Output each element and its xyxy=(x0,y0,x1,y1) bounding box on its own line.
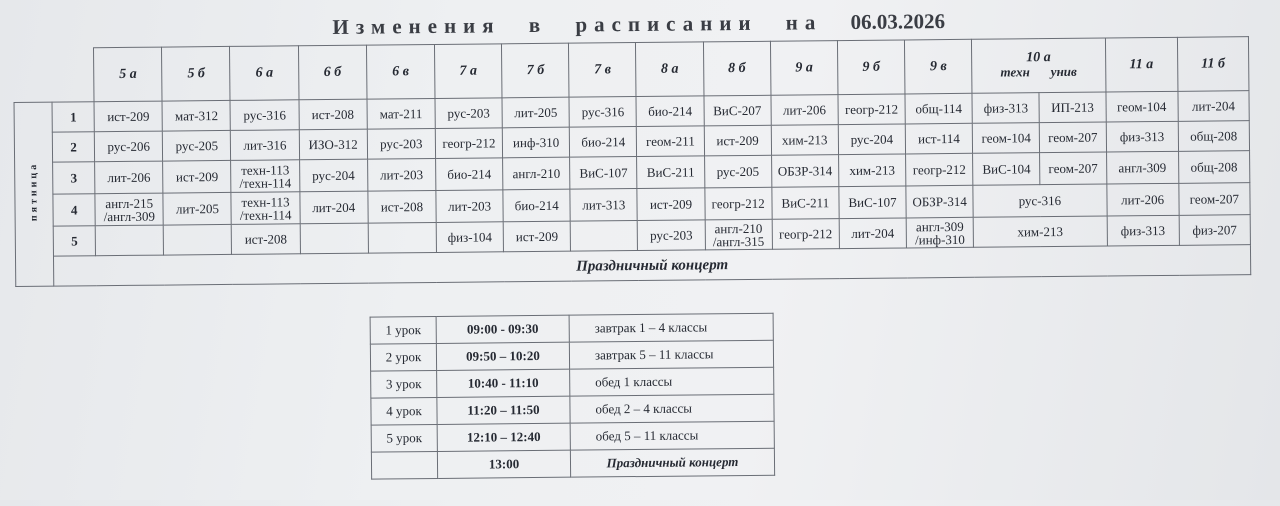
lesson-cell: ист-209 xyxy=(503,221,570,252)
lesson-cell: ОБЗР-314 xyxy=(771,155,838,188)
lesson-cell: ист-209 xyxy=(163,160,231,193)
lesson-cell: геогр-212 xyxy=(772,219,839,250)
lesson-cell: рус-205 xyxy=(704,155,771,188)
lesson-cell: рус-316 xyxy=(973,184,1107,217)
lesson-cell-split: техн-113 /техн-114 xyxy=(231,192,299,225)
lesson-cell: ист-209 xyxy=(704,125,771,156)
title-word: в xyxy=(528,12,548,38)
class-header: 11 а xyxy=(1105,37,1178,92)
lesson-cell: геогр-212 xyxy=(906,153,973,186)
lesson-cell: био-214 xyxy=(636,96,703,127)
lesson-cell: ОБЗР-314 xyxy=(906,185,973,218)
lesson-cell: рус-205 xyxy=(163,130,231,161)
bell-meal: обед 1 классы xyxy=(570,367,774,396)
lesson-cell xyxy=(368,222,436,253)
day-cell xyxy=(14,102,54,286)
lesson-cell: рус-316 xyxy=(569,97,636,128)
bell-lesson: 2 урок xyxy=(370,343,436,371)
schedule-table xyxy=(13,36,1251,287)
lesson-cell: био-214 xyxy=(570,127,637,158)
bell-meal: завтрак 5 – 11 классы xyxy=(569,340,773,369)
lesson-cell: лит-205 xyxy=(502,97,569,128)
lesson-cell: геогр-212 xyxy=(704,187,771,220)
class-header: 7 б xyxy=(502,43,570,98)
lesson-cell-split: англ-210 /англ-315 xyxy=(705,219,772,250)
day-label: пятница xyxy=(27,162,40,222)
class-header: 6 б xyxy=(298,45,367,100)
lesson-cell: ВиС-107 xyxy=(839,186,906,219)
header-corner xyxy=(13,48,94,103)
lesson-cell: ист-208 xyxy=(299,99,367,130)
bell-row xyxy=(370,340,773,371)
lesson-cell: лит-316 xyxy=(231,130,299,161)
lesson-cell: хим-213 xyxy=(973,216,1107,247)
bell-concert-time: 13:00 xyxy=(437,450,570,478)
lesson-cell: лит-206 xyxy=(771,95,838,126)
bell-time: 09:50 – 10:20 xyxy=(436,342,569,370)
concert-label: Праздничный концерт xyxy=(54,245,1251,286)
class-header: 7 в xyxy=(569,43,637,98)
lesson-cell: лит-206 xyxy=(1106,183,1178,216)
lesson-number: 2 xyxy=(52,132,94,162)
lesson-cell: рус-203 xyxy=(435,98,502,129)
title-date: 06.03.2026 xyxy=(850,9,946,34)
lesson-number: 4 xyxy=(53,194,95,226)
class-header: 9 а xyxy=(770,41,838,96)
bell-concert-label: Праздничный концерт xyxy=(570,448,774,477)
lesson-cell: лит-204 xyxy=(300,191,368,224)
lesson-cell: лит-204 xyxy=(839,218,906,249)
class-header-10a-name: 10 а xyxy=(1026,50,1051,66)
lesson-cell: инф-310 xyxy=(502,127,569,158)
lesson-cell: ВиС-207 xyxy=(704,95,771,126)
lesson-cell: общ-208 xyxy=(1178,121,1250,152)
bell-row xyxy=(370,313,773,344)
lesson-cell: ВиС-104 xyxy=(973,153,1040,186)
lesson-cell: рус-204 xyxy=(838,124,905,155)
lesson-cell: физ-207 xyxy=(1179,215,1251,246)
lesson-number: 3 xyxy=(53,162,95,194)
bell-row xyxy=(371,394,774,425)
lesson-cell: ВиС-211 xyxy=(772,187,839,220)
schedule-body xyxy=(13,37,1250,287)
bell-empty xyxy=(371,451,437,479)
bell-schedule-body xyxy=(370,313,775,479)
lesson-cell: мат-211 xyxy=(367,98,435,129)
lesson-cell xyxy=(570,221,637,252)
title-word: Изменения xyxy=(332,13,501,39)
bell-row xyxy=(371,367,774,398)
class-header-10a xyxy=(972,38,1106,93)
lesson-cell: ист-209 xyxy=(94,101,162,132)
lesson-cell-split: англ-309 /инф-310 xyxy=(906,217,973,248)
lesson-cell: англ-309 xyxy=(1106,151,1178,184)
bell-schedule-table xyxy=(370,313,776,480)
lesson-cell: геом-207 xyxy=(1040,122,1106,153)
title-word: на xyxy=(785,10,823,35)
bell-lesson: 4 урок xyxy=(371,397,437,425)
bell-time: 10:40 - 11:10 xyxy=(437,369,570,397)
class-header-10a-sub2: унив xyxy=(1050,63,1077,80)
bell-concert-row xyxy=(371,448,774,479)
lesson-cell: англ-210 xyxy=(503,157,570,190)
lesson-cell: рус-204 xyxy=(299,159,367,192)
lesson-number: 1 xyxy=(52,102,94,132)
lesson-cell: ист-114 xyxy=(905,123,972,154)
lesson-cell: хим-213 xyxy=(838,154,905,187)
lesson-number: 5 xyxy=(53,226,95,256)
lesson-cell: общ-208 xyxy=(1178,151,1250,184)
title-word: расписании xyxy=(575,10,758,37)
bell-row xyxy=(371,421,774,452)
lesson-cell: лит-203 xyxy=(367,158,435,191)
lesson-cell xyxy=(300,223,368,254)
lesson-cell: лит-313 xyxy=(570,189,637,222)
class-header: 6 а xyxy=(230,46,299,101)
lesson-cell: физ-313 xyxy=(972,93,1039,124)
lesson-cell: ВиС-107 xyxy=(570,157,637,190)
bell-lesson: 5 урок xyxy=(371,424,437,452)
bell-time: 12:10 – 12:40 xyxy=(437,423,570,451)
lesson-cell: рус-316 xyxy=(230,100,298,131)
lesson-cell: ист-209 xyxy=(637,188,704,221)
lesson-cell: ист-208 xyxy=(368,190,436,223)
lesson-cell: геом-104 xyxy=(1105,91,1177,122)
lesson-cell: геогр-212 xyxy=(435,128,502,159)
bell-meal: обед 2 – 4 классы xyxy=(570,394,774,423)
lesson-cell: геом-207 xyxy=(1040,152,1106,185)
bell-meal: завтрак 1 – 4 классы xyxy=(569,313,773,342)
lesson-cell: лит-203 xyxy=(436,190,503,223)
lesson-cell: био-214 xyxy=(436,158,503,191)
bell-meal: обед 5 – 11 классы xyxy=(570,421,774,450)
lesson-cell: ИЗО-312 xyxy=(299,129,367,160)
lesson-cell: лит-205 xyxy=(163,192,231,225)
lesson-cell: геом-207 xyxy=(1179,183,1251,216)
class-header: 8 а xyxy=(636,42,704,97)
lesson-cell: лит-206 xyxy=(95,161,163,194)
lesson-cell: ист-208 xyxy=(232,224,300,255)
class-header: 9 б xyxy=(837,40,905,95)
lesson-cell: физ-104 xyxy=(436,222,503,253)
lesson-cell xyxy=(164,224,232,255)
lesson-cell: био-214 xyxy=(503,189,570,222)
lesson-cell: рус-206 xyxy=(94,131,162,162)
lesson-cell: геогр-212 xyxy=(838,94,905,125)
class-header: 11 б xyxy=(1177,37,1249,92)
lesson-cell: лит-204 xyxy=(1178,91,1250,122)
bell-time: 11:20 – 11:50 xyxy=(437,396,570,424)
lesson-cell: физ-313 xyxy=(1106,121,1178,152)
bell-lesson: 1 урок xyxy=(370,316,436,344)
bell-lesson: 3 урок xyxy=(371,370,437,398)
lesson-cell: физ-313 xyxy=(1107,215,1179,246)
class-header: 6 в xyxy=(366,44,435,99)
lesson-cell: рус-203 xyxy=(367,128,435,159)
lesson-cell: геом-104 xyxy=(972,123,1039,154)
class-header: 5 а xyxy=(94,47,163,102)
class-header: 8 б xyxy=(703,41,771,96)
lesson-cell xyxy=(95,225,163,256)
lesson-cell: геом-211 xyxy=(637,126,704,157)
class-header: 5 б xyxy=(162,46,231,101)
class-header-10a-sub1: техн xyxy=(1000,64,1030,80)
lesson-cell: хим-213 xyxy=(771,125,838,156)
lesson-cell: рус-203 xyxy=(638,220,705,251)
class-header: 9 в xyxy=(905,39,973,94)
class-header: 7 а xyxy=(434,44,502,99)
lesson-cell: общ-114 xyxy=(905,93,972,124)
lesson-cell: мат-312 xyxy=(162,100,230,131)
lesson-cell: ВиС-211 xyxy=(637,156,704,189)
lesson-cell-split: англ-215 /англ-309 xyxy=(95,193,163,226)
bell-time: 09:00 - 09:30 xyxy=(436,315,569,343)
lesson-cell-split: техн-113 /техн-114 xyxy=(231,160,299,193)
lesson-cell: ИП-213 xyxy=(1039,92,1105,123)
